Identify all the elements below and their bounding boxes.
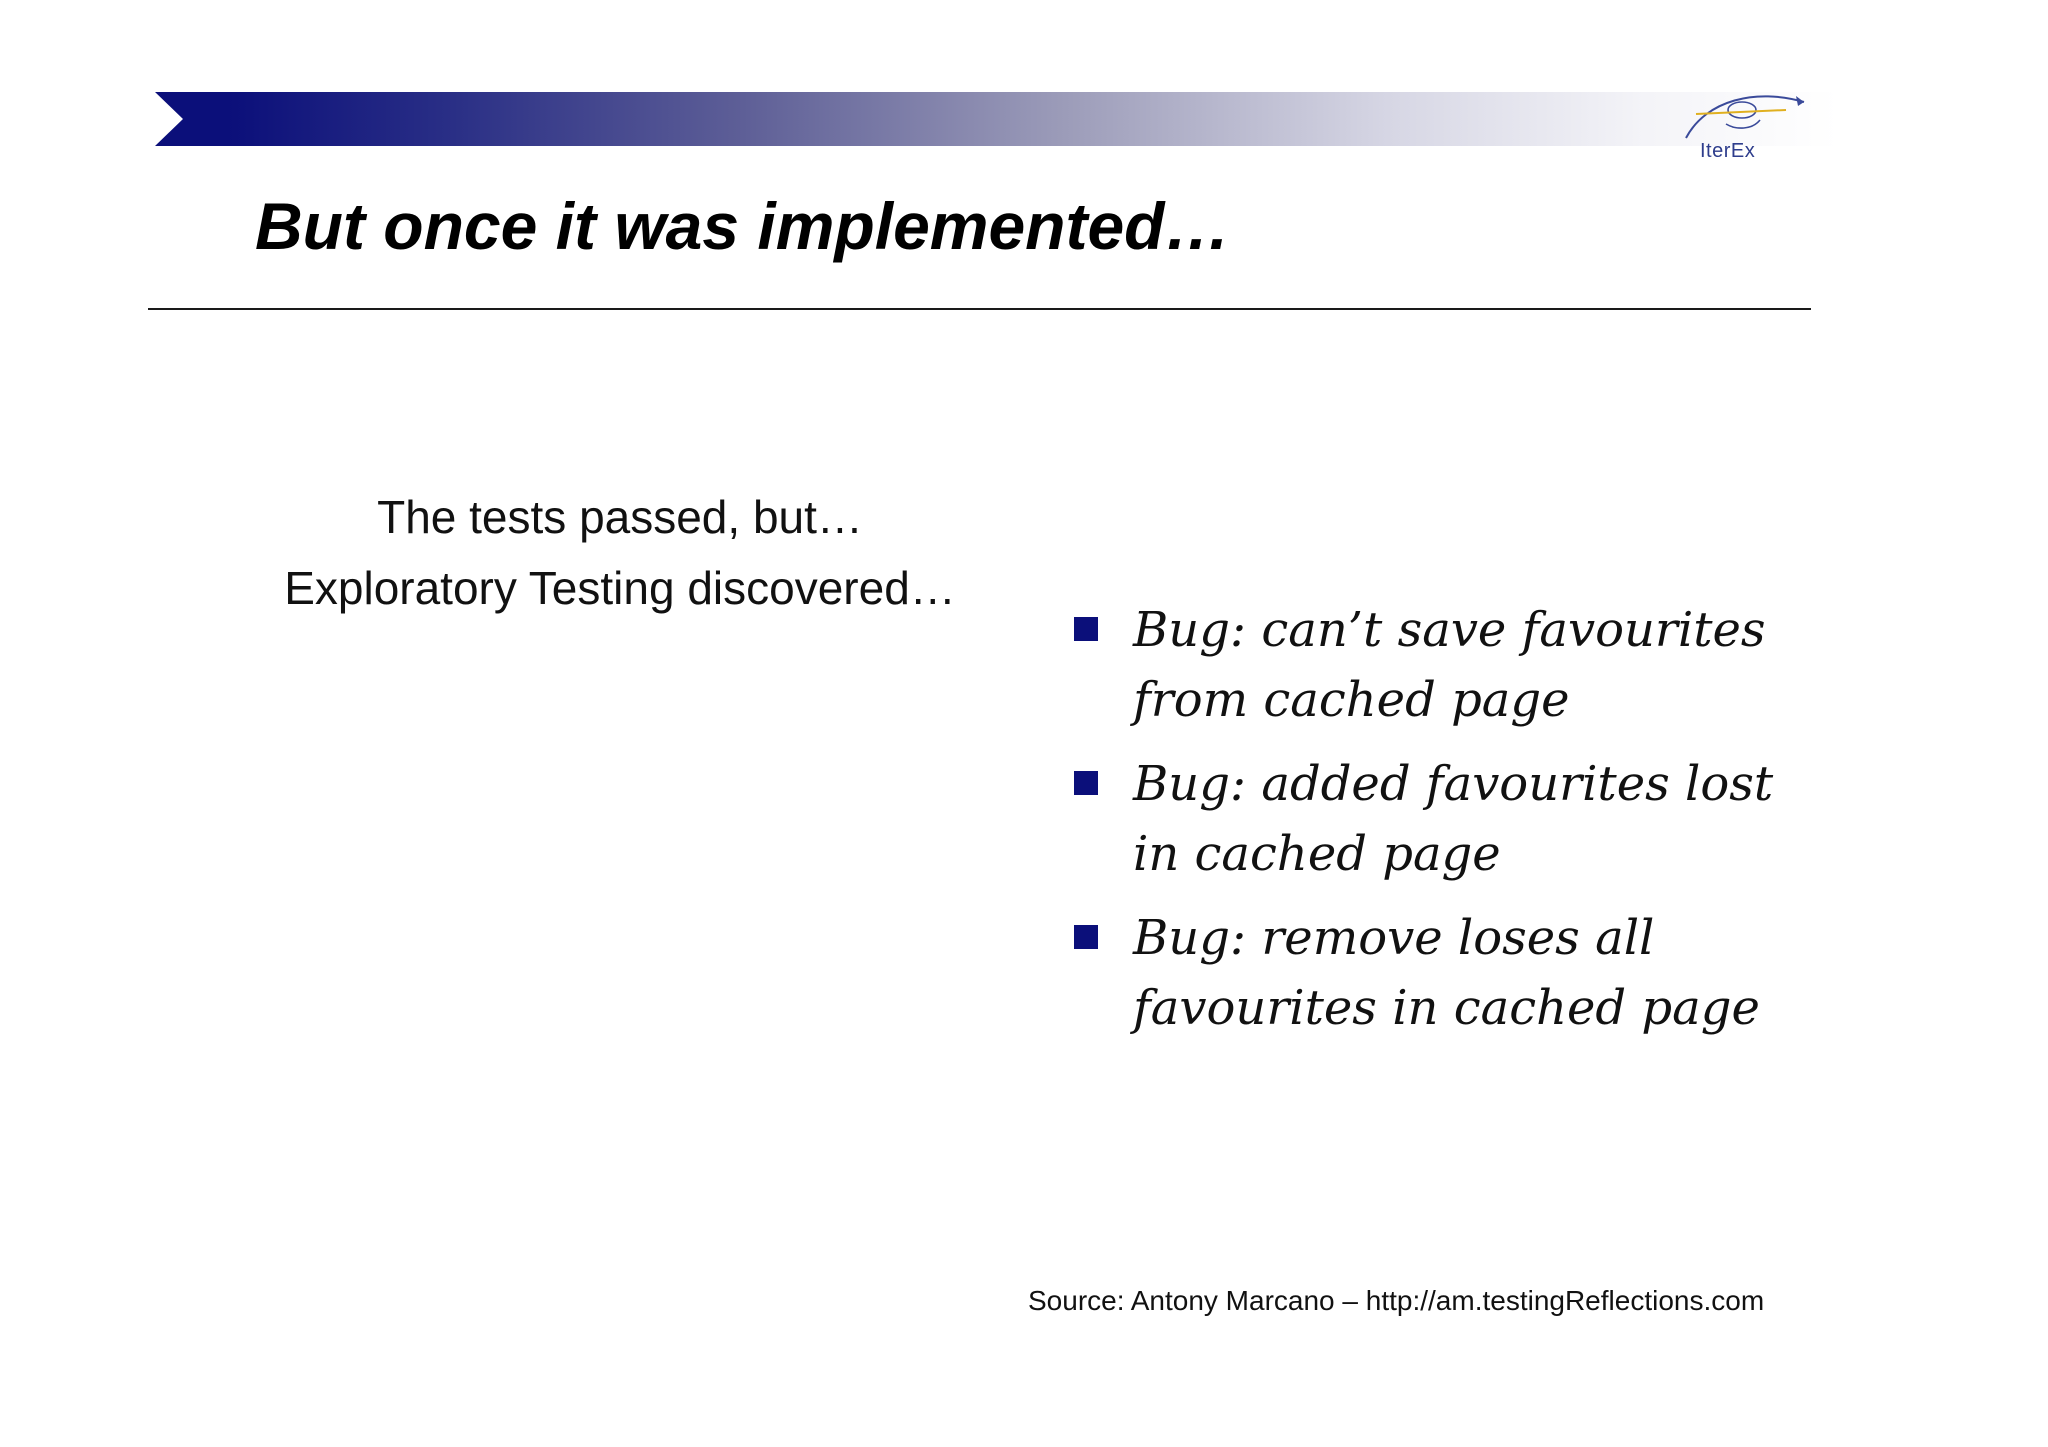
title-divider	[148, 308, 1811, 310]
left-text-block	[250, 482, 990, 624]
bug-list-item	[1070, 903, 1830, 1043]
left-line-2: Exploratory Testing discovered…	[284, 562, 956, 614]
bug-list	[1070, 595, 1830, 1057]
left-line-1: The tests passed, but…	[377, 491, 863, 543]
square-bullet-icon	[1074, 617, 1098, 641]
bug-line: in cached page	[1133, 826, 1501, 882]
bug-line: Bug: can’t save favourites	[1133, 602, 1766, 658]
bug-line: Bug: remove loses all	[1133, 910, 1655, 966]
source-citation: Source: Antony Marcano – http://am.testingReflections.com	[1028, 1285, 1765, 1316]
bug-line: Bug: added favourites lost	[1133, 756, 1774, 812]
bug-line: from cached page	[1133, 672, 1570, 728]
bug-line: favourites in cached page	[1133, 980, 1760, 1036]
square-bullet-icon	[1074, 771, 1098, 795]
slide-title: But once it was implemented…	[255, 189, 1231, 263]
logo-text: IterEx	[1700, 140, 1756, 162]
square-bullet-icon	[1074, 925, 1098, 949]
bug-list-item	[1070, 749, 1830, 889]
header-gradient-band	[228, 92, 1838, 146]
bug-list-item	[1070, 595, 1830, 735]
